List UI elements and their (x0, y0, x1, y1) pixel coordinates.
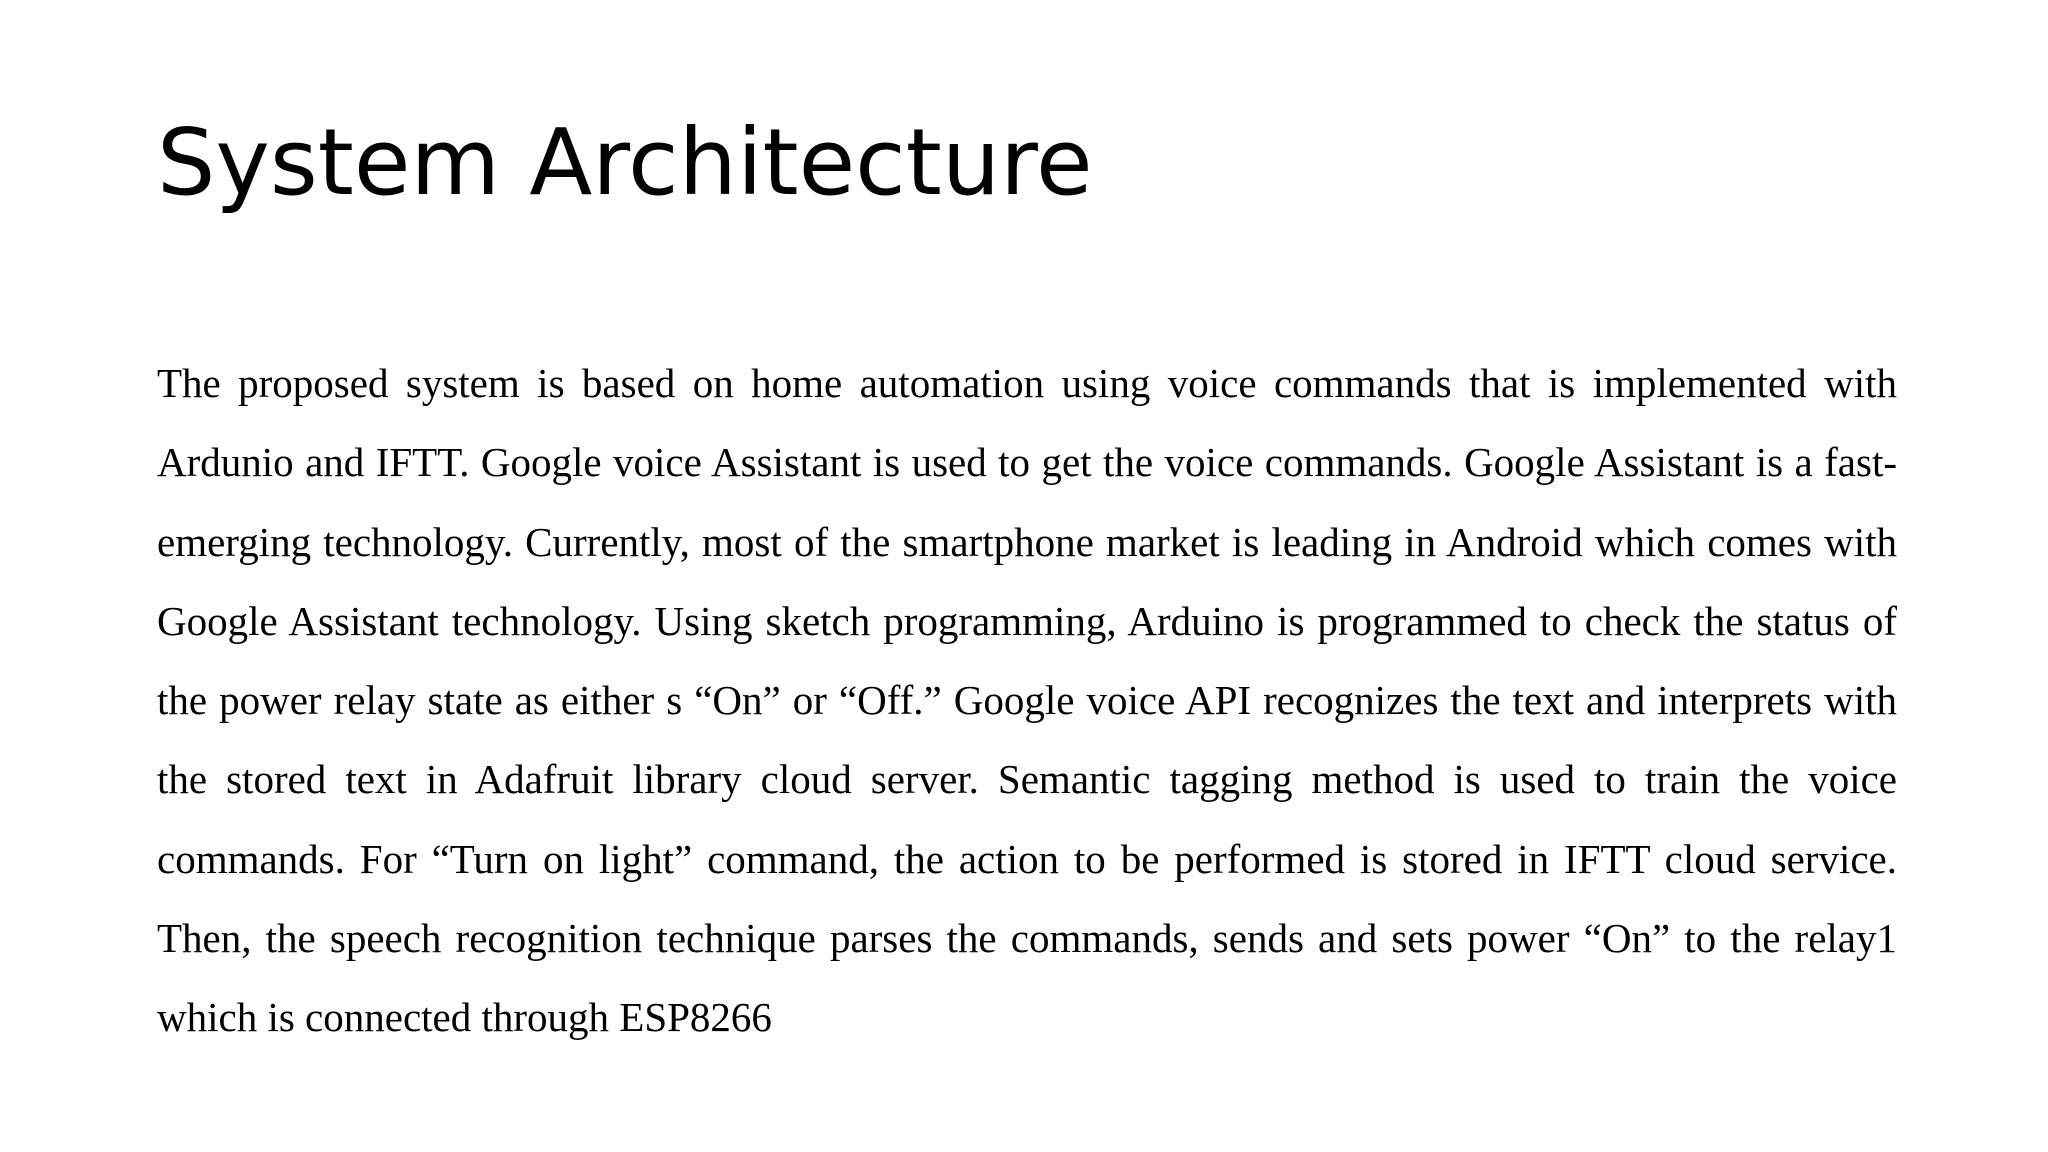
slide-title: System Architecture (157, 109, 1093, 216)
slide-body-paragraph: The proposed system is based on home automation using voice commands that is implemented with Ardunio and IFTT. Google voice Assistant is used to get the voice commands. Google Assistant is a fast-emerging technology. Currently, most of the smartphone market is leading in Android which comes with Google Assistant technology. Using sketch programming, Arduino is programmed to check the status of the power relay state as either s “On” or “Off.” Google voice API recognizes the text and interprets with the stored text in Adafruit library cloud server. Semantic tagging method is used to train the voice commands. For “Turn on light” command, the action to be performed is stored in IFTT cloud service. Then, the speech recognition technique parses the commands, sends and sets power “On” to the relay1 which is connected through ESP8266 (157, 360, 1897, 1041)
